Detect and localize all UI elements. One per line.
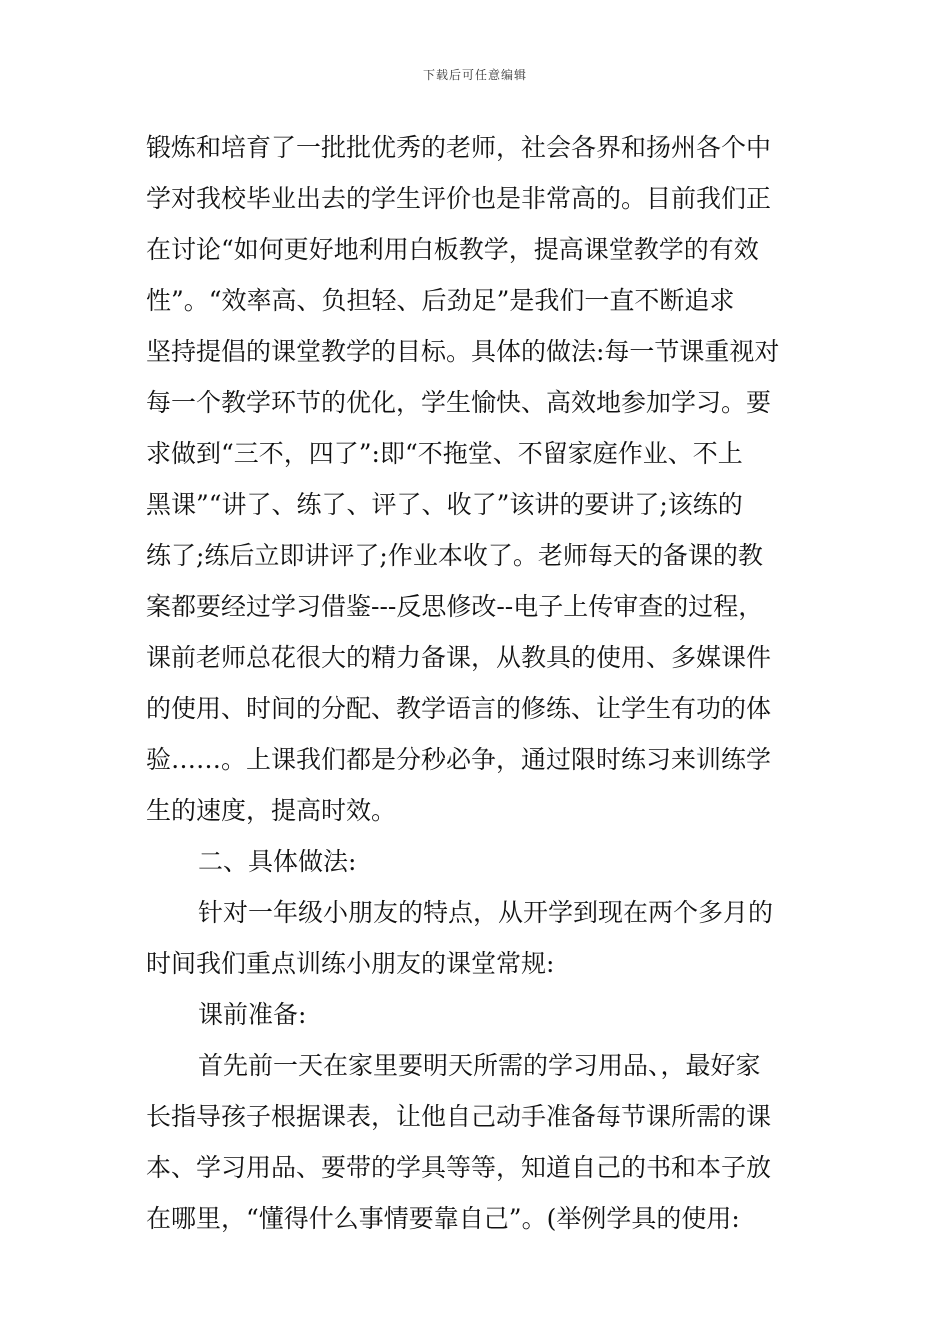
document-body <box>146 128 810 1250</box>
text-line-2: 学对我校毕业出去的学生评价也是非常高的。目前我们正 <box>146 184 772 213</box>
text-line-5: 坚持提倡的课堂教学的目标。具体的做法:每一节课重视对 <box>146 337 780 366</box>
text-line-8: 黑课”“讲了、练了、评了、收了”该讲的要讲了;该练的 <box>146 490 743 519</box>
text-line-3: 在讨论“如何更好地利用白板教学，提高课堂教学的有效 <box>146 235 759 264</box>
text-line-6: 每一个教学环节的优化，学生愉快、高效地参加学习。要 <box>146 388 772 417</box>
text-line-4: 性”。“效率高、负担轻、后劲足”是我们一直不断追求 <box>146 286 735 315</box>
text-line-1: 锻炼和培育了一批批优秀的老师，社会各界和扬州各个中 <box>146 133 772 162</box>
section-heading: 二、具体做法: <box>198 847 357 876</box>
text-line-11: 课前老师总花很大的精力备课，从教具的使用、多媒课件 <box>146 643 772 672</box>
subsection-heading: 课前准备: <box>198 1000 307 1029</box>
page-header: 下载后可任意编辑 <box>422 68 527 82</box>
text-line-9: 练了;练后立即讲评了;作业本收了。老师每天的备课的教 <box>146 541 763 570</box>
text-line-22: 在哪里，“懂得什么事情要靠自己”。(举例学具的使用: <box>146 1204 740 1233</box>
text-line-16: 针对一年级小朋友的特点，从开学到现在两个多月的 <box>198 898 774 927</box>
text-line-14: 生的速度，提高时效。 <box>146 796 397 825</box>
text-line-10: 案都要经过学习借鉴---反思修改--电子上传审查的过程， <box>146 592 764 621</box>
text-line-12: 的使用、时间的分配、教学语言的修练、让学生有功的体 <box>146 694 772 723</box>
text-line-13: 验……。上课我们都是分秒必争，通过限时练习来训练学 <box>146 745 772 774</box>
text-line-17: 时间我们重点训练小朋友的课堂常规: <box>146 949 555 978</box>
text-line-20: 长指导孩子根据课表，让他自己动手准备每节课所需的课 <box>146 1102 772 1131</box>
text-line-19: 首先前一天在家里要明天所需的学习用品、，最好家 <box>198 1051 761 1080</box>
text-line-7: 求做到“三不，四了”:即“不拖堂、不留家庭作业、不上 <box>146 439 743 468</box>
text-line-21: 本、学习用品、要带的学具等等，知道自己的书和本子放 <box>146 1153 772 1182</box>
